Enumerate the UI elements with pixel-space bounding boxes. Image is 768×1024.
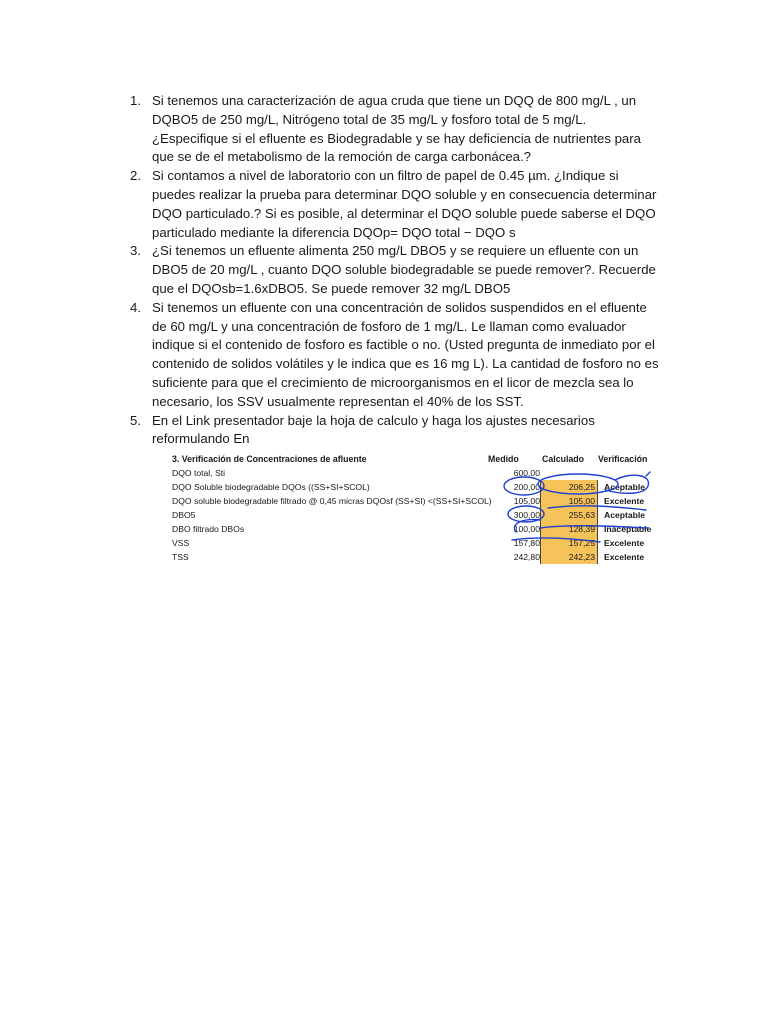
row-calculado: 157,25 <box>540 536 598 550</box>
sheet-row <box>160 508 660 522</box>
question-item <box>112 299 664 412</box>
row-medido: 600,00 <box>513 468 540 478</box>
sheet-row <box>160 466 660 480</box>
row-label: DBO5 <box>172 510 196 520</box>
question-item <box>112 92 664 167</box>
sheet-row <box>160 550 660 564</box>
question-list <box>112 92 664 449</box>
row-verificacion: Excelente <box>604 552 645 562</box>
row-medido: 200,00 <box>513 482 540 492</box>
question-item <box>112 167 664 242</box>
question-number: 1. <box>130 93 141 108</box>
question-number: 5. <box>130 412 141 428</box>
row-label: DQO Soluble biodegradable DQOs ((SS+SI+SCOL) <box>172 482 370 492</box>
row-medido: 157,80 <box>513 538 540 548</box>
question-number: 4. <box>130 299 141 315</box>
header-calculado: Calculado <box>542 454 585 464</box>
spreadsheet-screenshot <box>160 448 660 572</box>
question-text: Si tenemos una caracterización de agua cruda que tiene un DQQ de 800 mg/L , un DQBO5 de 250 mg/L, Nitrógeno total de 35 mg/L y fosforo total de 5 mg/L. ¿Especifique si el efluente es Biodegradable y se hay deficiencia de nutrientes para que se de el metabolismo de la remoción de carga carbonácea.? <box>152 93 641 165</box>
question-text: ¿Si tenemos un efluente alimenta 250 mg/L DBO5 y se requiere un efluente con un DBO5 de 20 mg/L , cuanto DQO soluble biodegradable se puede remover?. Recuerde que el DQOsb=1.6xDBO5. Se puede remover 32 mg/L DBO5 <box>152 243 656 296</box>
row-calculado: 105,00 <box>540 494 598 508</box>
row-verificacion: Excelente <box>604 496 645 506</box>
row-label: TSS <box>172 552 189 562</box>
row-medido: 242,80 <box>513 552 540 562</box>
row-calculado: 255,63 <box>540 508 598 522</box>
row-verificacion: Aceptable <box>604 482 646 492</box>
row-verificacion: Inaceptable <box>604 524 652 534</box>
sheet-row <box>160 480 660 494</box>
question-item <box>112 242 664 298</box>
row-label: DQO total, Sti <box>172 468 226 478</box>
row-label: VSS <box>172 538 190 548</box>
row-label: DBO filtrado DBOs <box>172 524 245 534</box>
question-item <box>112 412 664 450</box>
question-text: Si contamos a nivel de laboratorio con un filtro de papel de 0.45 µm. ¿Indique si puedes realizar la prueba para determinar DQO soluble y en consecuencia determinar DQO particulado.? Si es posible, al determinar el DQO soluble puede saberse el DQO particulado mediante la diferencia DQOp= DQO total − DQO s <box>152 168 657 240</box>
row-medido: 300,00 <box>513 510 540 520</box>
row-verificacion: Aceptable <box>604 510 646 520</box>
sheet-row <box>160 494 660 508</box>
sheet-row <box>160 522 660 536</box>
question-number: 3. <box>130 243 141 259</box>
row-calculado: 206,25 <box>540 480 598 494</box>
question-number: 2. <box>130 168 141 184</box>
row-medido: 105,00 <box>513 496 540 506</box>
row-calculado: 242,23 <box>540 550 598 564</box>
row-label: DQO soluble biodegradable filtrado @ 0,45 micras DQOsf (SS+SI) <(SS+SI+SCOL) <box>172 496 492 506</box>
row-medido: 100,00 <box>513 524 540 534</box>
header-medido: Medido <box>488 454 519 464</box>
row-verificacion: Excelente <box>604 538 645 548</box>
sheet-title: 3. Verificación de Concentraciones de afluente <box>172 454 367 464</box>
row-calculado: 128,39 <box>540 522 598 536</box>
sheet-row <box>160 536 660 550</box>
question-text: Si tenemos un efluente con una concentración de solidos suspendidos en el efluente de 60 mg/L y una concentración de fosforo de 1 mg/L. Le llaman como evaluador indique si el contenido de fosforo es factible o no. (Usted pregunta de inmediato por el contenido de solidos volátiles y le indica que es 16 mg L). La cantidad de fosforo no es suficiente para que el crecimiento de microorganismos en el licor de mezcla sea lo necesario, los SSV usualmente representan el 40% de los SST. <box>152 299 659 409</box>
question-text: En el Link presentador baje la hoja de calculo y haga los ajustes necesarios reformulando En <box>152 412 595 447</box>
header-verificacion: Verificación <box>598 454 648 464</box>
